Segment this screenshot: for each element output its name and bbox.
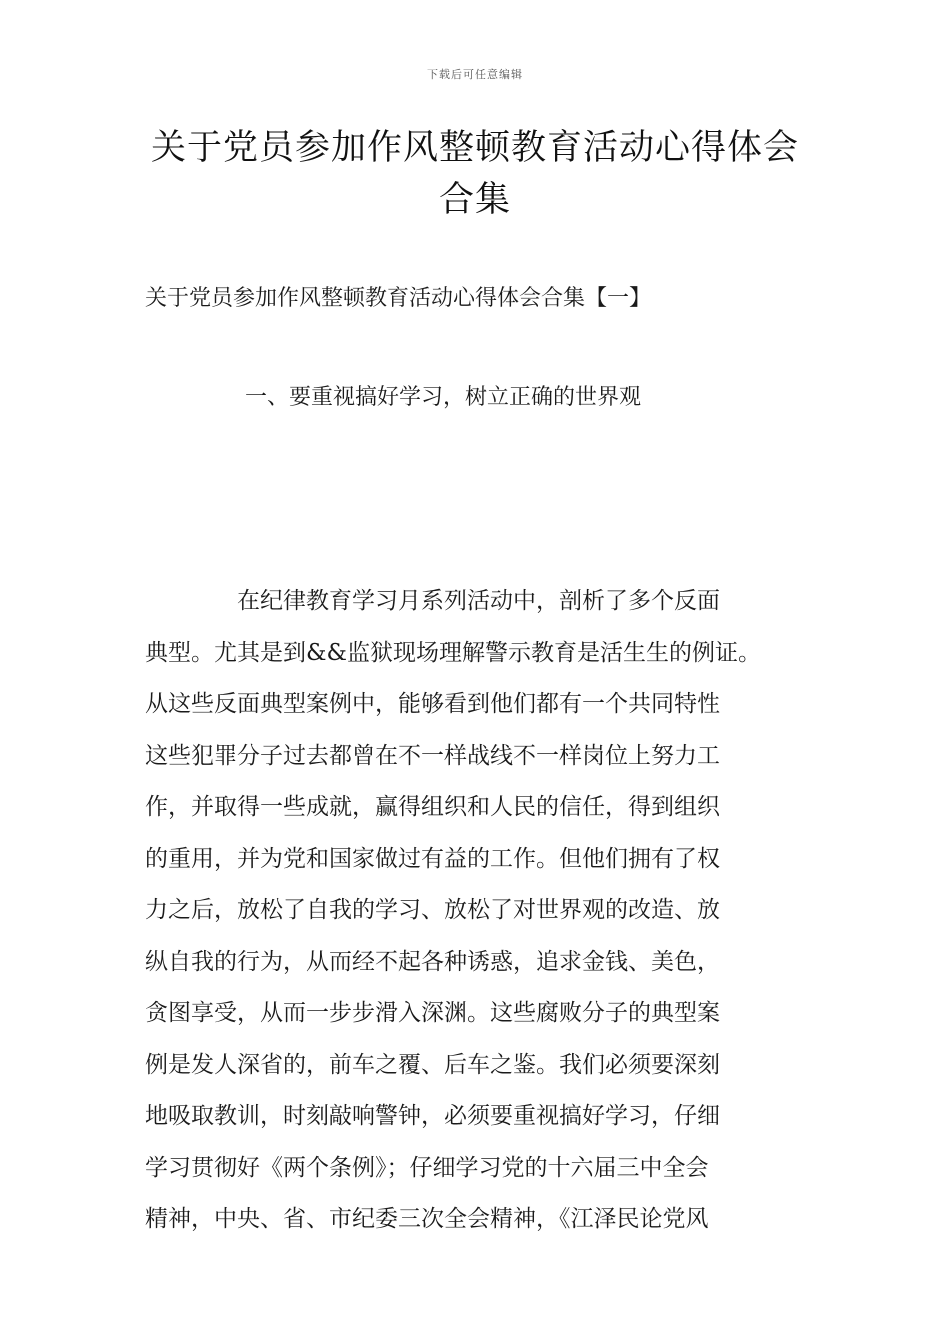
body-line: 从这些反面典型案例中，能够看到他们都有一个共同特性 [145,691,720,717]
document-title [145,122,805,226]
body-line: 贪图享受，从而一步步滑入深渊。这些腐败分子的典型案 [145,1000,720,1026]
document-title-line-1: 关于党员参加作风整顿教育活动心得体会 [150,128,799,168]
body-line: 在纪律教育学习月系列活动中，剖析了多个反面 [145,588,720,614]
document-title-line-2: 合集 [438,180,511,220]
body-line: 纵自我的行为，从而经不起各种诱惑，追求金钱、美色， [145,948,720,975]
body-line: 的重用，并为党和国家做过有益的工作。但他们拥有了权 [145,845,720,872]
header-note: 下载后可任意编辑 [427,68,523,81]
body-paragraph [145,576,815,1246]
body-line: 作，并取得一些成就，赢得组织和人民的信任，得到组织 [145,794,720,820]
section-heading: 一、要重视搞好学习，树立正确的世界观 [245,385,642,410]
body-line: 典型。尤其是到&&监狱现场理解警示教育是活生生的例证。 [145,639,761,666]
body-line: 例是发人深省的，前车之覆、后车之鉴。我们必须要深刻 [145,1051,720,1078]
body-line: 力之后，放松了自我的学习、放松了对世界观的改造、放 [145,897,720,923]
body-line: 这些犯罪分子过去都曾在不一样战线不一样岗位上努力工 [145,742,720,769]
section-subtitle: 关于党员参加作风整顿教育活动心得体会合集【一】 [145,286,652,311]
body-line: 学习贯彻好《两个条例》；仔细学习党的十六届三中全会 [145,1154,709,1181]
body-line: 地吸取教训，时刻敲响警钟，必须要重视搞好学习，仔细 [145,1103,720,1129]
body-line: 精神，中央、省、市纪委三次全会精神，《江泽民论党风 [145,1206,709,1232]
